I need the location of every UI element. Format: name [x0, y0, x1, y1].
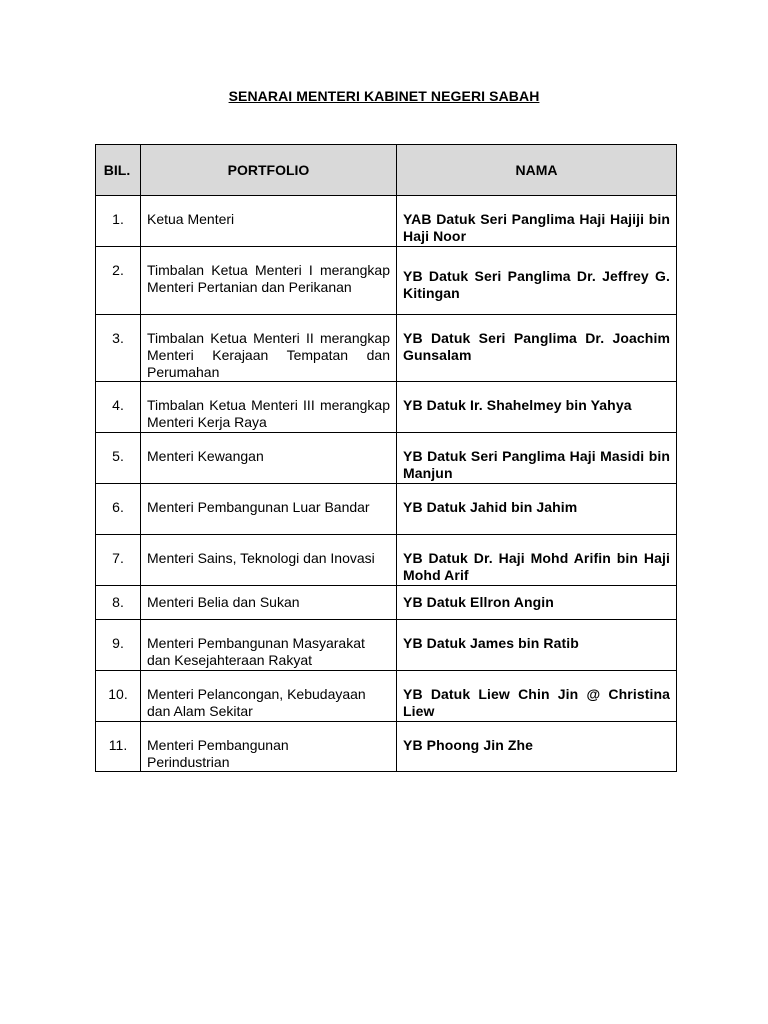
- cabinet-table: [95, 144, 677, 772]
- portfolio-cell: Menteri Pembangunan Masyarakat dan Kesejahteraan Rakyat: [141, 620, 397, 671]
- row-number: 3.: [96, 315, 141, 382]
- minister-name-cell: YB Datuk Jahid bin Jahim: [397, 484, 677, 535]
- minister-name-cell: YB Datuk James bin Ratib: [397, 620, 677, 671]
- table-row: [96, 315, 677, 382]
- portfolio-cell: Menteri Belia dan Sukan: [141, 586, 397, 620]
- portfolio-cell: Menteri Pembangunan Luar Bandar: [141, 484, 397, 535]
- row-number: 2.: [96, 247, 141, 315]
- row-number: 1.: [96, 196, 141, 247]
- minister-name-cell: YB Phoong Jin Zhe: [397, 722, 677, 772]
- row-number: 10.: [96, 671, 141, 722]
- row-number: 6.: [96, 484, 141, 535]
- table-row: [96, 247, 677, 315]
- minister-name-cell: YB Datuk Liew Chin Jin @ Christina Liew: [397, 671, 677, 722]
- minister-name-cell: YB Datuk Seri Panglima Dr. Joachim Gunsalam: [397, 315, 677, 382]
- table-row: [96, 433, 677, 484]
- page-title: SENARAI MENTERI KABINET NEGERI SABAH: [228, 88, 540, 104]
- minister-name-cell: YB Datuk Ir. Shahelmey bin Yahya: [397, 382, 677, 433]
- row-number: 8.: [96, 586, 141, 620]
- column-header-bil: BIL.: [96, 145, 141, 196]
- portfolio-cell: Menteri Pembangunan Perindustrian: [141, 722, 397, 772]
- row-number: 7.: [96, 535, 141, 586]
- table-row: [96, 382, 677, 433]
- portfolio-cell: Menteri Kewangan: [141, 433, 397, 484]
- minister-name-cell: YB Datuk Dr. Haji Mohd Arifin bin Haji Mohd Arif: [397, 535, 677, 586]
- portfolio-cell: Ketua Menteri: [141, 196, 397, 247]
- column-header-nama: NAMA: [397, 145, 677, 196]
- row-number: 9.: [96, 620, 141, 671]
- minister-name-cell: YB Datuk Ellron Angin: [397, 586, 677, 620]
- table-row: [96, 196, 677, 247]
- table-row: [96, 535, 677, 586]
- minister-name-cell: YB Datuk Seri Panglima Dr. Jeffrey G. Kitingan: [397, 247, 677, 315]
- table-row: [96, 722, 677, 772]
- row-number: 4.: [96, 382, 141, 433]
- portfolio-cell: Menteri Sains, Teknologi dan Inovasi: [141, 535, 397, 586]
- table-row: [96, 620, 677, 671]
- table-body: [96, 196, 677, 772]
- table-row: [96, 671, 677, 722]
- minister-name-cell: YB Datuk Seri Panglima Haji Masidi bin Manjun: [397, 433, 677, 484]
- table-header: [96, 145, 677, 196]
- row-number: 11.: [96, 722, 141, 772]
- table-row: [96, 586, 677, 620]
- header-row: [96, 145, 677, 196]
- portfolio-cell: Menteri Pelancongan, Kebudayaan dan Alam Sekitar: [141, 671, 397, 722]
- minister-name-cell: YAB Datuk Seri Panglima Haji Hajiji bin Haji Noor: [397, 196, 677, 247]
- portfolio-cell: Timbalan Ketua Menteri I merangkap Menteri Pertanian dan Perikanan: [141, 247, 397, 315]
- table-row: [96, 484, 677, 535]
- portfolio-cell: Timbalan Ketua Menteri III merangkap Menteri Kerja Raya: [141, 382, 397, 433]
- portfolio-cell: Timbalan Ketua Menteri II merangkap Menteri Kerajaan Tempatan dan Perumahan: [141, 315, 397, 382]
- row-number: 5.: [96, 433, 141, 484]
- column-header-portfolio: PORTFOLIO: [141, 145, 397, 196]
